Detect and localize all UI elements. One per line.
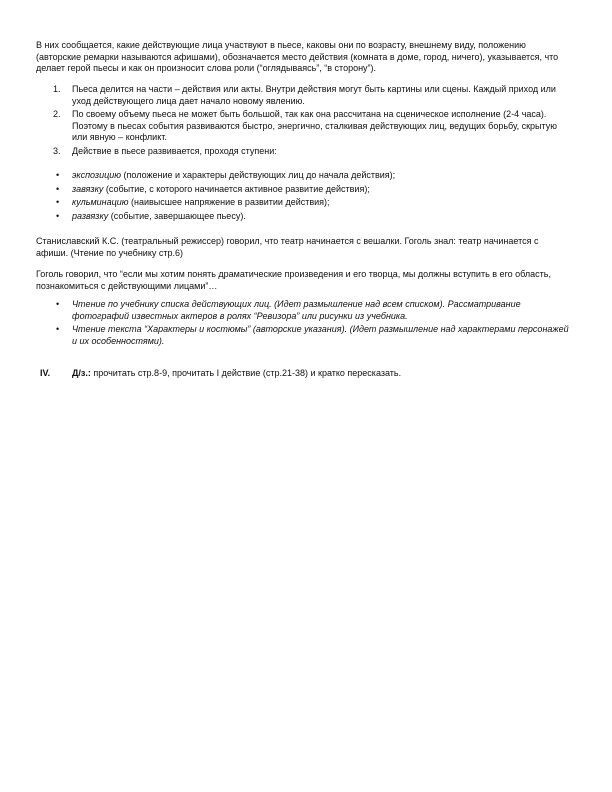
stage-term: развязку xyxy=(72,210,109,221)
list-item xyxy=(36,299,570,322)
list-item xyxy=(36,84,570,107)
stage-term: экспозицию xyxy=(72,170,122,180)
bullet-icon: • xyxy=(56,324,60,334)
list-number: 3. xyxy=(53,145,61,156)
list-text: Действие в пьесе развивается, проходя ступени: xyxy=(72,145,277,156)
intro-paragraph: В них сообщается, какие действующие лица участвуют в пьесе, каковы они по возрасту, внешнему виду, положению (авторские ремарки называются афишами), обозначается место действия (комната в доме, город, ничего), указывается, что делает герой пьесы и как он произносит слова роли (“оглядываясь”, “в сторону”). xyxy=(36,40,559,73)
task-text: Чтение текста “Характеры и костюмы” (авторские указания). (Идет размышление над характерами персонажей и их особенностями). xyxy=(72,324,569,346)
stage-desc: (наивысшее напряжение в развитии действия); xyxy=(128,197,330,207)
stage-term: завязку xyxy=(72,183,104,194)
homework-text: прочитать стр.8-9, прочитать I действие (стр.21-38) и кратко пересказать. xyxy=(90,368,402,378)
list-item xyxy=(36,211,570,223)
stages-list xyxy=(36,170,570,224)
homework-label: Д/з.: xyxy=(72,368,91,378)
stanislavsky-paragraph: Станиславский К.С. (театральный режиссер) говорил, что театр начинается с вешалки. Гоголь знал: театр начинается с афиши. (Чтение по учебнику стр.6) xyxy=(36,236,539,258)
section-number: IV. xyxy=(40,368,51,378)
list-item xyxy=(36,324,570,347)
list-item xyxy=(36,197,570,209)
stage-desc: (событие, завершающее пьесу). xyxy=(108,210,246,221)
list-text: По своему объему пьеса не может быть большой, так как она рассчитана на сценическое исполнение (2-4 часа). Поэтому в пьесах события развиваются быстро, энергично, сталкивая действующих лиц, ведущих борьбу, скрытую или явную – конфликт. xyxy=(72,109,557,142)
list-item xyxy=(36,146,570,158)
homework-line xyxy=(36,368,570,380)
list-item xyxy=(36,170,570,182)
bullet-icon: • xyxy=(56,210,60,221)
numbered-list xyxy=(36,84,570,159)
bullet-icon: • xyxy=(56,299,60,309)
bullet-icon: • xyxy=(56,183,60,194)
gogol-paragraph: Гоголь говорил, что “если мы хотим понять драматические произведения и его творца, мы должны вступить в его область, познакомиться с действующими лицами”… xyxy=(36,269,551,291)
task-text: Чтение по учебнику списка действующих лиц. (Идет размышление над всем списком). Рассматривание фотографий известных актеров в ролях “Ревизора” или рисунки из учебника. xyxy=(72,299,521,321)
stage-desc: (событие, с которого начинается активное развитие действия); xyxy=(103,183,370,194)
list-text: Пьеса делится на части – действия или акты. Внутри действия могут быть картины или сцены. Каждый приход или уход действующего лица дает начало новому явлению. xyxy=(72,84,556,106)
bullet-icon: • xyxy=(56,197,60,207)
tasks-list xyxy=(36,299,570,349)
bullet-icon: • xyxy=(56,170,60,180)
list-item xyxy=(36,109,570,144)
list-number: 1. xyxy=(53,84,61,94)
stage-term: кульминацию xyxy=(72,197,129,207)
stage-desc: (положение и характеры действующих лиц до начала действия); xyxy=(121,170,396,180)
list-item xyxy=(36,184,570,196)
list-number: 2. xyxy=(53,109,61,119)
